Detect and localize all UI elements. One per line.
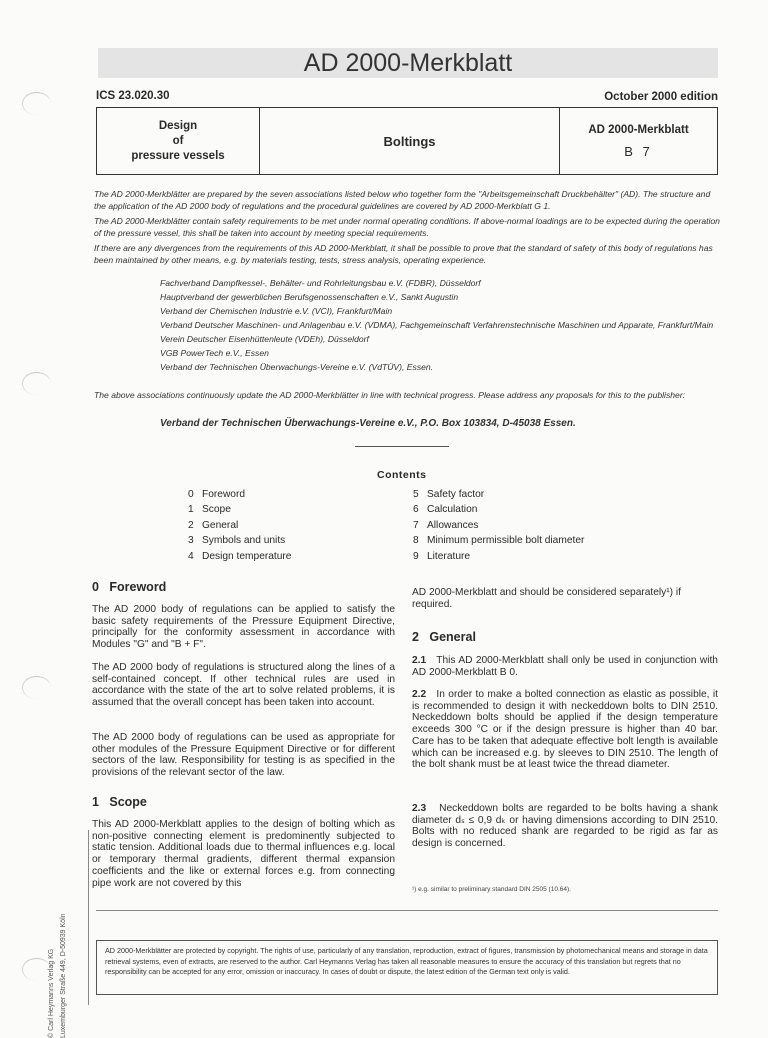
toc-label: Scope xyxy=(202,504,231,516)
merkblatt-label: AD 2000-Merkblatt xyxy=(588,124,689,136)
separator xyxy=(355,446,449,447)
toc-label: Safety factor xyxy=(427,489,485,500)
toc-item[interactable] xyxy=(413,518,584,533)
toc-number: 9 xyxy=(413,550,419,562)
copyright-notice: AD 2000-Merkblätter are protected by copyright. The rights of use, particularly of any translation, reproduction, extract of figures, transmission by photomechanical means and storage in data retrieval systems, even of extracts, are reserved to the author. Carl Heymanns Verlag has taken all reasonable measures to ensure the accuracy of this translation but regrets that no responsibility can be accepted for any error, omission or inaccuracy. In cases of doubt or dispute, the latest edition of the German text only is valid. xyxy=(96,940,718,995)
association-item: VGB PowerTech e.V., Essen xyxy=(160,347,269,358)
category-line: of xyxy=(172,134,184,147)
general-paragraph-2-3 xyxy=(412,803,718,850)
header-category xyxy=(97,108,260,174)
toc-item[interactable] xyxy=(188,533,291,548)
toc-item[interactable] xyxy=(413,502,584,517)
footnote: ¹) e.g. similar to preliminary standard DIN 2505 (10.64). xyxy=(412,886,571,893)
general-paragraph-2-1 xyxy=(412,655,718,678)
binder-hole xyxy=(22,92,51,115)
subject-label: Boltings xyxy=(383,133,436,149)
toc-number: 8 xyxy=(413,535,419,547)
association-item: Fachverband Dampfkessel-, Behälter- und Rohrleitungsbau e.V. (FDBR), Düsseldorf xyxy=(160,278,481,288)
toc-label: Allowances xyxy=(427,519,479,531)
clause-text: In order to make a bolted connection as elastic as possible, it is recommended to design it with neckeddown bolts to DIN 2510. Neckeddown bolts should be applied if the design temperature exceeds 300 °C or if the design pressure is higher than 40 bar. Care has to be taken that adequate effective bolt length is available which can be increased e.g. by sleeves to DIN 2510. The length of the bolt shank must be at least twice the thread diameter. xyxy=(412,689,718,771)
toc-number: 7 xyxy=(413,519,419,531)
section-number: 2 xyxy=(412,630,419,644)
imprint-line: Luxemburger Straße 449, D-50939 Köln xyxy=(60,913,67,1038)
toc-label: Calculation xyxy=(427,504,478,516)
toc-item[interactable] xyxy=(413,549,584,564)
category-line: Design xyxy=(158,119,198,132)
binder-hole xyxy=(22,676,51,699)
section-title: Scope xyxy=(109,795,147,809)
toc-item[interactable] xyxy=(188,502,291,517)
toc-item[interactable] xyxy=(413,533,584,548)
foreword-paragraph: The AD 2000 body of regulations is structured along the lines of a self-contained concept. If other technical rules are used in accordance with the state of the art to solve related problems, it is assumed that the overall concept has been taken into account. xyxy=(92,662,395,709)
publisher-address: Verband der Technischen Überwachungs-Vereine e.V., P.O. Box 103834, D-45038 Essen. xyxy=(160,418,576,429)
section-number: 1 xyxy=(92,795,99,809)
merkblatt-code: B 7 xyxy=(624,144,653,159)
binder-hole xyxy=(22,958,51,981)
toc-label: General xyxy=(202,519,239,531)
association-item: Verein Deutscher Eisenhüttenleute (VDEh), Düsseldorf xyxy=(160,333,369,344)
footnote-rule xyxy=(96,910,718,911)
header-code xyxy=(560,108,717,174)
ics-code: ICS 23.020.30 xyxy=(96,90,170,102)
binder-hole xyxy=(22,372,51,395)
toc-label: Foreword xyxy=(202,489,246,500)
association-item: Verband der Chemischen Industrie e.V. (VCI), Frankfurt/Main xyxy=(160,305,393,316)
toc-label: Minimum permissible bolt diameter xyxy=(427,535,585,547)
contents-list-left xyxy=(188,487,291,564)
clause-number: 2.3 xyxy=(412,803,427,814)
toc-number: 6 xyxy=(413,504,419,516)
general-paragraph-2-2 xyxy=(412,689,718,771)
edition-date: October 2000 edition xyxy=(604,91,718,103)
association-item: Verband Deutscher Maschinen- und Anlagenbau e.V. (VDMA), Fachgemeinschaft Verfahrenstechnische Maschinen und Apparate, Frankfurt/Main xyxy=(160,319,714,330)
toc-number: 2 xyxy=(188,519,194,531)
document-title: AD 2000-Merkblatt xyxy=(98,48,718,78)
section-heading-general xyxy=(412,630,476,644)
clause-text: Neckeddown bolts are regarded to be bolts having a shank diameter dₛ ≤ 0,9 dₖ or having dimensions according to DIN 2510. Bolts with no reduced shank are regarded to be rigid as far as design is concerned. xyxy=(412,803,718,850)
clause-number: 2.2 xyxy=(412,689,427,700)
toc-item[interactable] xyxy=(413,487,584,502)
update-notice: The above associations continuously update the AD 2000-Merkblätter in line with technical progress. Please address any proposals for this to the publisher: xyxy=(94,390,686,400)
contents-list-right xyxy=(413,487,584,564)
intro-text xyxy=(94,189,720,271)
toc-label: Symbols and units xyxy=(202,535,286,547)
association-item: Hauptverband der gewerblichen Berufsgenossenschaften e.V., Sankt Augustin xyxy=(160,291,459,302)
toc-number: 0 xyxy=(188,489,194,500)
association-item: Verband der Technischen Überwachungs-Vereine e.V. (VdTÜV), Essen. xyxy=(160,361,434,372)
section-title: Foreword xyxy=(109,580,167,594)
toc-item[interactable] xyxy=(188,487,291,502)
toc-number: 3 xyxy=(188,535,194,547)
section-number: 0 xyxy=(92,580,99,594)
toc-item[interactable] xyxy=(188,518,291,533)
foreword-paragraph: The AD 2000 body of regulations can be used as appropriate for other modules of the Pressure Equipment Directive or for different sectors of the law. Responsibility for testing is as specified in the provisions of the relevant sector of the law. xyxy=(92,732,395,779)
header-subject xyxy=(260,108,560,174)
toc-item[interactable] xyxy=(188,549,291,564)
margin-rule xyxy=(88,830,89,1005)
toc-label: Design temperature xyxy=(202,550,292,562)
toc-label: Literature xyxy=(427,550,471,562)
toc-number: 5 xyxy=(413,489,419,500)
foreword-paragraph: The AD 2000 body of regulations can be applied to satisfy the basic safety requirements of the Pressure Equipment Directive, principally for the conformity assessment in accordance with Modules "G" and "B + F". xyxy=(92,604,395,651)
section-heading-scope xyxy=(92,795,147,809)
clause-number: 2.1 xyxy=(412,655,427,666)
intro-paragraph: If there are any divergences from the requirements of this AD 2000-Merkblatt, it shall be possible to prove that the standard of safety of this body of regulations has been maintained by other means, e.g. by materials testing, tests, stress analysis, operating experience. xyxy=(94,243,713,265)
scope-paragraph: This AD 2000-Merkblatt applies to the design of bolting which as non-positive connecting element is predominently subjected to static tension. Additional loads due to thermal influences e.g. local or temporary thermal gradients, different thermal expansion coefficients and the like or external forces e.g. from connecting pipe work are not covered by this xyxy=(92,819,395,889)
association-list xyxy=(160,278,720,376)
toc-number: 4 xyxy=(188,550,194,562)
imprint-line: © Carl Heymanns Verlag KG xyxy=(48,948,55,1038)
section-title: General xyxy=(429,630,476,644)
contents-title: Contents xyxy=(377,469,427,481)
intro-paragraph: The AD 2000-Merkblätter are prepared by the seven associations listed below who together form the "Arbeitsgemeinschaft Druckbehälter" (AD). The structure and the application of the AD 2000 body of regulations and the procedural guidelines are covered by AD 2000-Merkblatt G 1. xyxy=(94,189,711,211)
toc-number: 1 xyxy=(188,504,194,516)
section-heading-foreword xyxy=(92,580,166,594)
publisher-imprint xyxy=(48,838,67,1038)
category-line: pressure vessels xyxy=(131,149,225,162)
clause-text: This AD 2000-Merkblatt shall only be used in conjunction with AD 2000-Merkblatt B 0. xyxy=(412,655,718,678)
header-box xyxy=(96,107,718,175)
scope-paragraph-continued: AD 2000-Merkblatt and should be considered separately¹) if required. xyxy=(412,587,681,610)
intro-paragraph: The AD 2000-Merkblätter contain safety requirements to be met under normal operating conditions. If above-normal loadings are to be expected during the operation of the pressure vessel, this shall be taken into account by meeting special requirements. xyxy=(94,216,720,238)
